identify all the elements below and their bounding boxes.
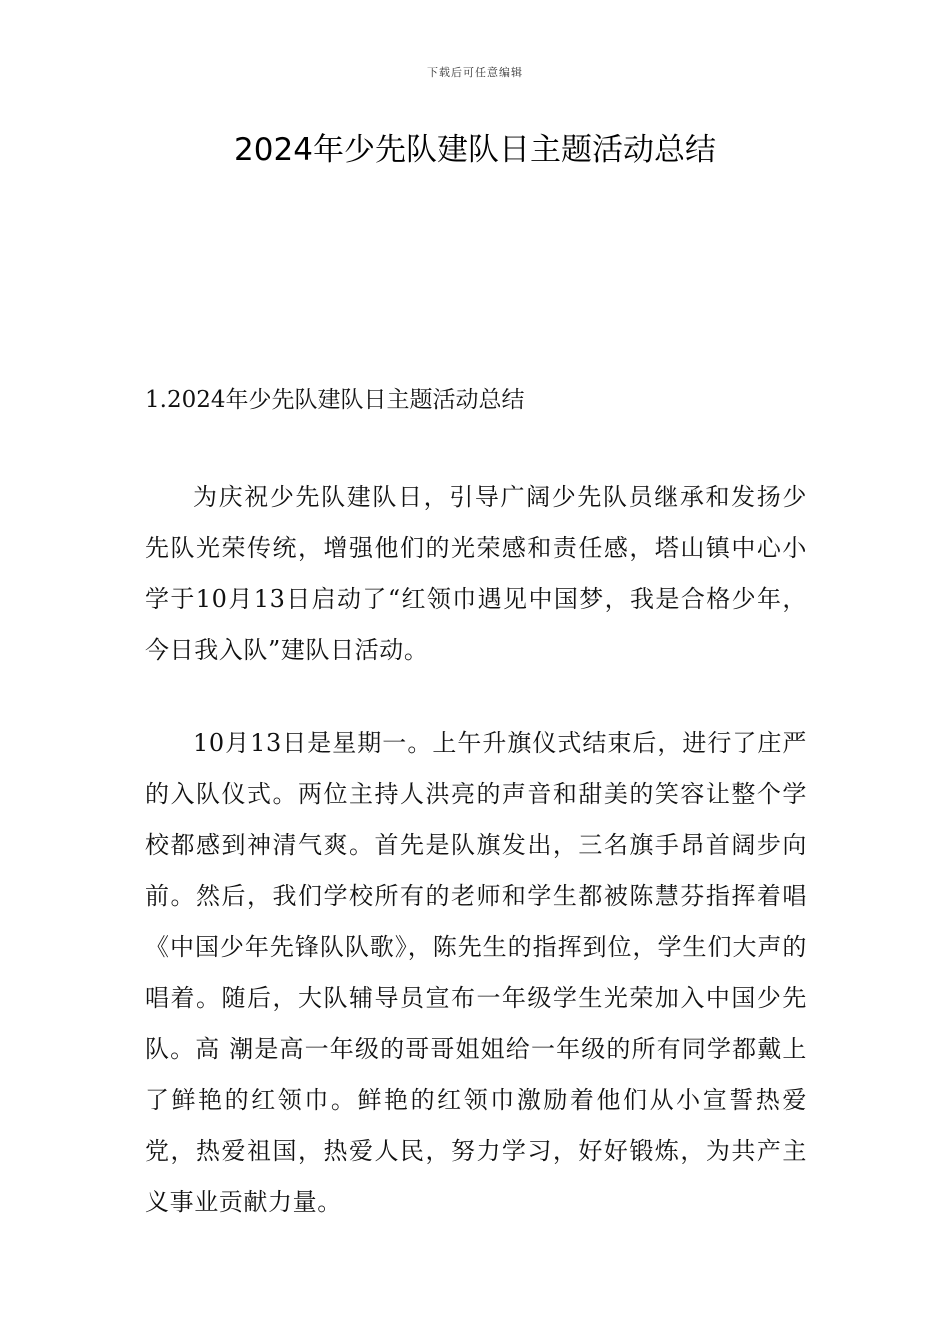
paragraph-1: 为庆祝少先队建队日，引导广阔少先队员继承和发扬少先队光荣传统，增强他们的光荣感和责任感，塔山镇中心小学于10月13日启动了“红领巾遇见中国梦，我是合格少年，今日我入队”建队日活动。 bbox=[145, 483, 807, 664]
header-note: 下载后可任意编辑 bbox=[427, 66, 523, 79]
paragraph-2: 10月13日是星期一。上午升旗仪式结束后，进行了庄严的入队仪式。两位主持人洪亮的声音和甜美的笑容让整个学校都感到神清气爽。首先是队旗发出，三名旗手昂首阔步向前。然后，我们学校所有的老师和学生都被陈慧芬指挥着唱《中国少年先锋队队歌》，陈先生的指挥到位，学生们大声的唱着。随后，大队辅导员宣布一年级学生光荣加入中国少先队。高 潮是高一年级的哥哥姐姐给一年级的所有同学都戴上了鲜艳的红领巾。鲜艳的红领巾激励着他们从小宣誓热爱党，热爱祖国，热爱人民，努力学习，好好锻炼，为共产主义事业贡献力量。 bbox=[145, 729, 807, 1216]
section-heading: 1.2024年少先队建队日主题活动总结 bbox=[145, 387, 525, 413]
document-title: 2024年少先队建队日主题活动总结 bbox=[234, 132, 716, 168]
